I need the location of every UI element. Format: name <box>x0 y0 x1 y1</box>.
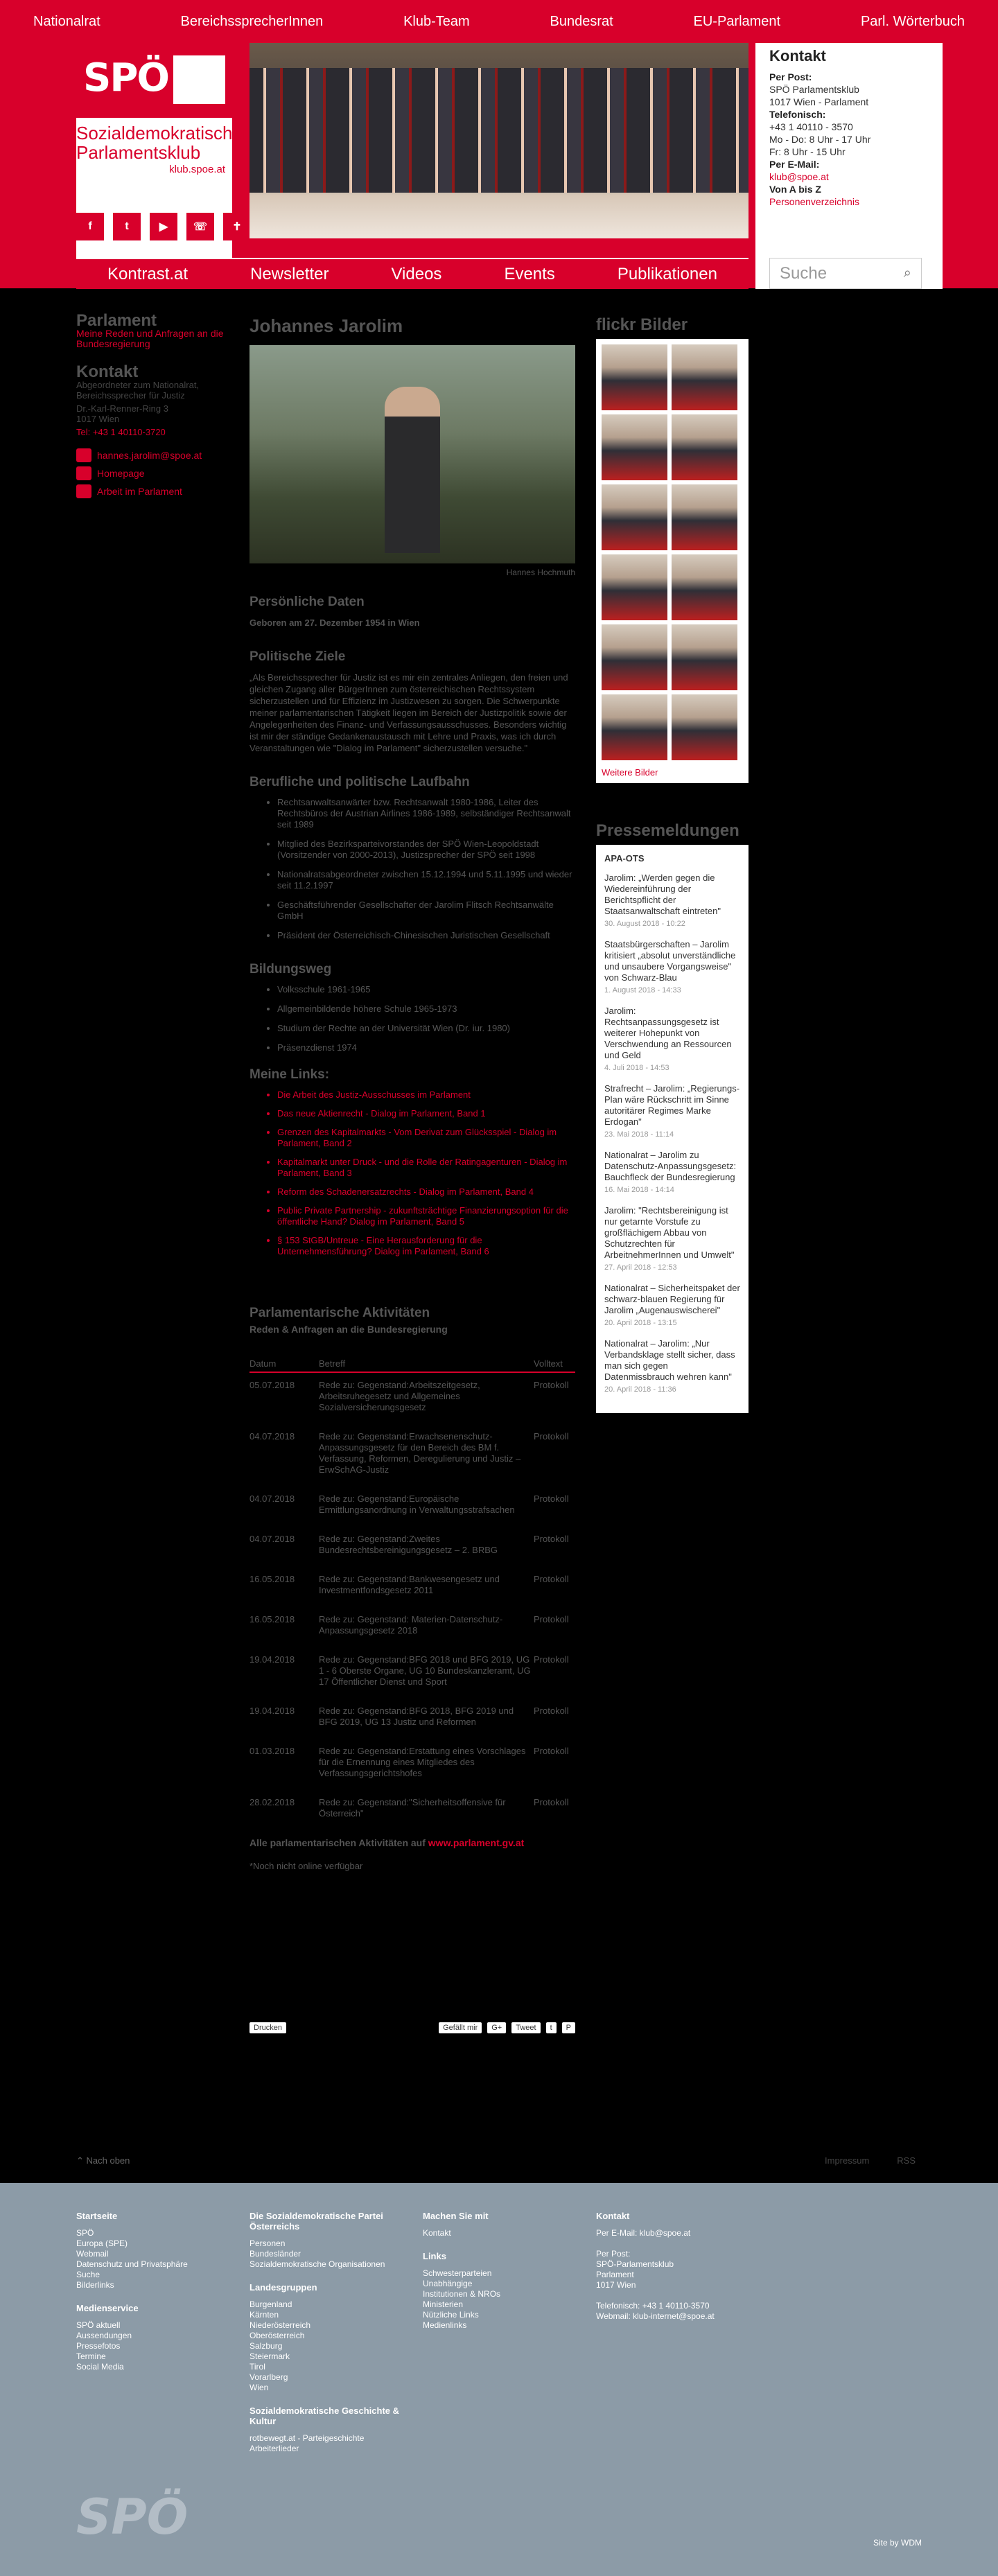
mail-icon <box>76 448 91 462</box>
parlament-link[interactable] <box>76 484 229 498</box>
footer-link[interactable]: SPÖ <box>76 2228 94 2238</box>
my-link[interactable]: • Kapitalmarkt unter Druck - und die Rolle der Ratingagenturen - Dialog im Parlament, Band 3 <box>277 1157 575 1179</box>
table-row <box>250 1647 575 1699</box>
footer-link[interactable]: Termine <box>76 2351 106 2361</box>
hero-image <box>250 43 748 238</box>
protokoll-link[interactable]: Protokoll <box>534 1706 569 1716</box>
back-to-top-text: Nach oben <box>86 2155 130 2166</box>
press-headline: Jarolim: Rechtsanpassungsgesetz ist weiterer Hohepunkt von Verschwendung an Ressourcen und Geld <box>604 1006 732 1060</box>
arrow-up-icon: ⌃ <box>76 2155 87 2166</box>
table-cell: 05.07.2018 <box>250 1380 295 1390</box>
table-cell: 04.07.2018 <box>250 1534 295 1544</box>
globe-icon <box>76 466 91 480</box>
pz-text: „Als Bereichssprecher für Justiz ist es mir ein zentrales Anliegen, den freien und gleichen Zugang aller BürgerInnen zum österreichischen Rechtssystem sicherzustellen und für Effizienz im Justizwesen zu sorgen. Die Schwerpunkte meiner parlamentarischen Tätigkeit liegen im Bereich der Justizpolitik sowie der Angelegenheiten des Finanz- und Verfassungsausschusses. Besonders wichtig ist mir der ständige Gedankenaustausch mit Lehre und Praxis, was ich durch Veranstaltungen wie "Dialog im Parlament" sicherzustellen versuche." <box>250 672 568 753</box>
press-item[interactable] <box>604 1283 740 1329</box>
search-icon[interactable]: ⌕ <box>903 265 911 281</box>
topnav-klub-team[interactable]: Klub-Team <box>403 13 470 29</box>
parliament-icon <box>173 55 225 104</box>
press-item[interactable] <box>604 1006 740 1074</box>
logo-url: klub.spoe.at <box>169 164 225 175</box>
topnav-bundesrat[interactable]: Bundesrat <box>550 13 613 29</box>
flickr-thumb[interactable] <box>602 344 667 410</box>
press-item[interactable] <box>604 1083 740 1140</box>
flickr-grid <box>596 339 748 783</box>
social-links <box>76 213 251 240</box>
table-row <box>250 1790 575 1830</box>
footer-heading[interactable]: Die Sozialdemokratische Partei Österreichs <box>250 2211 383 2232</box>
footer-link[interactable]: Aussendungen <box>76 2331 132 2340</box>
post-label: Per Post: <box>769 71 812 82</box>
press-date: 20. April 2018 - 13:15 <box>604 1319 677 1327</box>
birth: Geboren am 27. Dezember 1954 in Wien <box>250 617 420 628</box>
whatsapp-icon[interactable]: ☏ <box>186 213 214 240</box>
flickr-thumb[interactable] <box>672 554 737 620</box>
activities-table <box>250 1356 575 1830</box>
list-item: • Präsenzdienst 1974 <box>277 1042 575 1053</box>
contact-box <box>755 43 943 289</box>
table-cell: Rede zu: Gegenstand:Zweites Bundesrechtsbereinigungsgesetz – 2. BRBG <box>319 1534 498 1555</box>
footer-link[interactable]: Webmail: klub-internet@spoe.at <box>596 2311 715 2321</box>
main-menu <box>76 258 748 289</box>
table-cell: Rede zu: Gegenstand:Erwachsenenschutz-Anpassungsgesetz für den Bereich des BM f. Verfassung, Reformen, Deregulierung und Justiz – ErwSchAG-Justiz <box>319 1431 521 1475</box>
protokoll-link[interactable]: Protokoll <box>534 1431 569 1442</box>
top-navigation <box>0 0 998 43</box>
table-row <box>250 1699 575 1739</box>
tel-label: Telefonisch: <box>769 109 826 120</box>
flickr-thumb[interactable] <box>672 694 737 760</box>
my-link[interactable]: • § 153 StGB/Untreue - Eine Herausforderung für die Unternehmensführung? Dialog im Parlament, Band 6 <box>277 1235 575 1257</box>
press-date: 20. April 2018 - 11:36 <box>604 1385 676 1394</box>
group-photo <box>250 68 748 193</box>
site-credit[interactable]: Site by WDM <box>873 2538 922 2548</box>
table-cell: 04.07.2018 <box>250 1431 295 1442</box>
footer-link[interactable]: Niederösterreich <box>250 2320 311 2330</box>
table-cell: 16.05.2018 <box>250 1574 295 1584</box>
flickr-thumb[interactable] <box>672 624 737 690</box>
protokoll-link[interactable]: Protokoll <box>534 1654 569 1665</box>
parliament-small-icon <box>76 484 91 498</box>
youtube-icon[interactable]: ▶ <box>150 213 177 240</box>
menu-newsletter[interactable]: Newsletter <box>250 264 329 283</box>
table-cell: 19.04.2018 <box>250 1654 295 1665</box>
logo-banner <box>76 43 232 118</box>
press-date: 23. Mai 2018 - 11:14 <box>604 1130 674 1139</box>
gplus-button[interactable]: G+ <box>487 2022 506 2033</box>
footer-link[interactable]: Burgenland <box>250 2299 292 2309</box>
footer-col-4 <box>596 2211 715 2322</box>
footer-link[interactable]: Kärnten <box>250 2310 279 2320</box>
my-link[interactable]: • Reform des Schadenersatzrechts - Dialog im Parlament, Band 4 <box>277 1186 575 1198</box>
flickr-thumb[interactable] <box>602 484 667 550</box>
table-cell: Rede zu: Gegenstand:Europäische Ermittlungsanordnung in Verwaltungsstrafsachen <box>319 1493 515 1515</box>
logo-spo: SPÖ <box>83 55 168 100</box>
left-sidebar <box>76 311 229 498</box>
akt-title: Parlamentarische Aktivitäten <box>250 1306 430 1320</box>
note: *Noch nicht online verfügbar <box>250 1861 363 1871</box>
back-to-top[interactable] <box>76 2155 130 2166</box>
role: Abgeordneter zum Nationalrat, Bereichssprecher für Justiz <box>76 380 200 401</box>
menu-publikationen[interactable]: Publikationen <box>617 264 717 283</box>
flickr-thumb[interactable] <box>672 484 737 550</box>
flickr-section <box>596 315 748 783</box>
table-cell: Rede zu: Gegenstand:"Sicherheitsoffensive für Österreich" <box>319 1797 506 1819</box>
table-row <box>250 1607 575 1647</box>
footer-link[interactable]: Nützliche Links <box>423 2310 479 2320</box>
footer-link[interactable]: Per Post: <box>596 2249 631 2259</box>
press-headline: Nationalrat – Jarolim zu Datenschutz-Anpassungsgesetz: Bauchfleck der Bundesregierung <box>604 1150 737 1182</box>
press-headline: Jarolim: "Rechtsbereinigung ist nur getarnte Vorstufe zu großflächigem Abbau von Schutzrechten für ArbeitnehmerInnen und Umwelt" <box>604 1205 735 1260</box>
list-item: • Geschäftsführender Gesellschafter der Jarolim Flitsch Rechtsanwälte GmbH <box>277 900 575 922</box>
flickr-title: flickr Bilder <box>596 315 688 334</box>
menu-kontrast[interactable]: Kontrast.at <box>107 264 189 283</box>
topnav-bereichssprecher[interactable]: BereichssprecherInnen <box>180 13 324 29</box>
email-text: hannes.jarolim@spoe.at <box>97 449 202 461</box>
footer-link[interactable]: SPÖ-Parlamentsklub <box>596 2259 674 2269</box>
legal-links <box>825 2155 916 2166</box>
footer-col-3 <box>423 2211 500 2331</box>
post-line1: SPÖ Parlamentsklub <box>769 84 859 95</box>
footer-link[interactable]: 1017 Wien <box>596 2280 636 2290</box>
footer-heading[interactable]: Medienservice <box>76 2303 139 2313</box>
bw-title: Bildungsweg <box>250 962 332 976</box>
bl-title: Berufliche und politische Laufbahn <box>250 775 470 789</box>
press-list <box>596 845 748 1413</box>
footer-link[interactable]: Unabhängige <box>423 2279 473 2288</box>
flickr-thumb[interactable] <box>602 414 667 480</box>
table-cell: Rede zu: Gegenstand:Erstattung eines Vorschlages für die Ernennung eines Mitgliedes des Verfassungsgerichtshofes <box>319 1746 526 1778</box>
press-date: 4. Juli 2018 - 14:53 <box>604 1064 669 1072</box>
pd-title: Persönliche Daten <box>250 595 365 609</box>
hours-line2: Fr: 8 Uhr - 15 Uhr <box>769 146 846 157</box>
topnav-woerterbuch[interactable]: Parl. Wörterbuch <box>860 13 965 29</box>
protokoll-link[interactable]: Protokoll <box>534 1797 569 1807</box>
footer-heading[interactable]: Links <box>423 2251 446 2261</box>
col-datum: Datum <box>250 1356 319 1372</box>
mail-label: Per E-Mail: <box>769 159 820 170</box>
list-item: • Volksschule 1961-1965 <box>277 984 575 995</box>
footer-link[interactable]: Suche <box>76 2270 100 2279</box>
homepage-link[interactable] <box>76 466 229 480</box>
protokoll-link[interactable]: Protokoll <box>534 1574 569 1584</box>
footer-link[interactable] <box>596 2238 715 2249</box>
table-row <box>250 1567 575 1607</box>
press-title: Pressemeldungen <box>596 821 739 840</box>
footer-link[interactable]: Kontakt <box>423 2228 451 2238</box>
footer-link[interactable]: Steiermark <box>250 2351 290 2361</box>
topnav-eu-parlament[interactable]: EU-Parlament <box>693 13 781 29</box>
footer-link[interactable]: Parlament <box>596 2270 634 2279</box>
footer-link[interactable]: Bundesländer <box>250 2249 301 2259</box>
flickr-thumb[interactable] <box>602 694 667 760</box>
list-item: • Präsident der Österreichisch-Chinesischen Juristischen Gesellschaft <box>277 930 575 941</box>
press-headline: Jarolim: „Werden gegen die Wiedereinführung der Berichtspflicht der Staatsanwaltschaft eintreten" <box>604 873 721 916</box>
footer-link[interactable]: Tirol <box>250 2362 265 2372</box>
flickr-thumb[interactable] <box>602 554 667 620</box>
table-row <box>250 1527 575 1567</box>
list-item: • Studium der Rechte an der Universität Wien (Dr. iur. 1980) <box>277 1023 575 1034</box>
parlament-gv-link[interactable]: www.parlament.gv.at <box>428 1837 525 1848</box>
footer-heading[interactable]: Startseite <box>76 2211 118 2221</box>
press-date: 30. August 2018 - 10:22 <box>604 920 685 928</box>
ml-title: Meine Links: <box>250 1067 330 1082</box>
list-item: • Allgemeinbildende höhere Schule 1965-1973 <box>277 1004 575 1015</box>
footer-link[interactable]: Schwesterparteien <box>423 2268 492 2278</box>
tweet-button[interactable]: Tweet <box>511 2022 540 2033</box>
table-cell: 04.07.2018 <box>250 1493 295 1504</box>
press-item[interactable] <box>604 1338 740 1395</box>
my-links-list <box>250 1089 575 1257</box>
footer-link[interactable]: Social Media <box>76 2362 124 2372</box>
press-item[interactable] <box>604 873 740 929</box>
flickr-thumb[interactable] <box>672 344 737 410</box>
list-item: • Nationalratsabgeordneter zwischen 15.12.1994 und 5.11.1995 und wieder seit 11.2.1997 <box>277 869 575 891</box>
footer <box>0 2183 998 2576</box>
footer-col-2 <box>250 2211 409 2454</box>
table-cell: Rede zu: Gegenstand:BFG 2018 und BFG 2019, UG 1 - 6 Oberste Organe, UG 10 Bundeskanzleramt, UG 17 Öffentlicher Dienst und Sport <box>319 1654 531 1687</box>
pinterest-button[interactable]: P <box>562 2022 575 2033</box>
col-betreff: Betreff <box>319 1356 534 1372</box>
footer-link[interactable]: Bilderlinks <box>76 2280 114 2290</box>
email-link[interactable] <box>76 448 229 462</box>
akt-subtitle: Reden & Anfragen an die Bundesregierung <box>250 1324 448 1335</box>
contact-title: Kontakt <box>769 47 826 64</box>
person-name: Johannes Jarolim <box>250 315 403 336</box>
logo-text <box>76 118 249 163</box>
menu-videos[interactable]: Videos <box>391 264 442 283</box>
logo[interactable] <box>76 43 249 289</box>
tel-link[interactable]: Tel: +43 1 40110-3720 <box>76 427 166 437</box>
table-row <box>250 1487 575 1527</box>
career-list <box>250 797 575 941</box>
parlament-title: Parlament <box>76 311 157 330</box>
my-link[interactable]: • Die Arbeit des Justiz-Ausschusses im Parlament <box>277 1089 575 1101</box>
search-input[interactable] <box>769 258 922 289</box>
parlament-text: Arbeit im Parlament <box>97 485 182 497</box>
footer-col-1 <box>76 2211 188 2372</box>
press-headline: Staatsbürgerschaften – Jarolim kritisiert „absolut unverständliche und unsaubere Vorgangsweise" von Schwarz-Blau <box>604 939 736 983</box>
topnav-nationalrat[interactable]: Nationalrat <box>33 13 100 29</box>
table-cell: Rede zu: Gegenstand:Arbeitszeitgesetz, Arbeitsruhegesetz und Allgemeines Sozialversicherungsgesetz <box>319 1380 480 1412</box>
press-headline: Nationalrat – Jarolim: „Nur Verbandsklage stellt sicher, dass man sich gegen Datenmissbrauch wehren kann" <box>604 1338 735 1382</box>
footer-link[interactable]: Per E-Mail: klub@spoe.at <box>596 2228 691 2238</box>
table-cell: 28.02.2018 <box>250 1797 295 1807</box>
footer-link[interactable]: Arbeiterlieder <box>250 2444 299 2453</box>
main-content <box>250 315 575 1871</box>
education-list <box>250 984 575 1053</box>
press-date: 27. April 2018 - 12:53 <box>604 1263 677 1272</box>
search-placeholder: Suche <box>780 263 828 283</box>
footer-heading[interactable]: Machen Sie mit <box>423 2211 489 2221</box>
footer-heading[interactable]: Landesgruppen <box>250 2282 317 2293</box>
homepage-text: Homepage <box>97 467 145 479</box>
press-headline: Nationalrat – Sicherheitspaket der schwarz-blauen Regierung für Jarolim „Augenauswischerei" <box>604 1283 740 1315</box>
footer-link[interactable]: Medienlinks <box>423 2320 467 2330</box>
press-date: 1. August 2018 - 14:33 <box>604 986 681 995</box>
mail-link[interactable]: klub@spoe.at <box>769 171 829 182</box>
footer-link[interactable]: Wien <box>250 2383 269 2392</box>
footer-link[interactable]: Webmail <box>76 2249 109 2259</box>
table-cell: 19.04.2018 <box>250 1706 295 1716</box>
menu-events[interactable]: Events <box>504 264 555 283</box>
footer-link[interactable]: Salzburg <box>250 2341 283 2351</box>
facebook-icon[interactable]: f <box>76 213 104 240</box>
list-item: • Mitglied des Bezirksparteivorstandes der SPÖ Wien-Leopoldstadt (Vorsitzender von 2000-2013), Justizsprecher der SPÖ seit 1998 <box>277 839 575 861</box>
press-section <box>596 821 748 1413</box>
footer-link[interactable]: Vorarlberg <box>250 2372 288 2382</box>
az-label: Von A bis Z <box>769 184 821 195</box>
my-link[interactable]: • Grenzen des Kapitalmarkts - Vom Derivat zum Glücksspiel - Dialog im Parlament, Band 2 <box>277 1127 575 1149</box>
my-link[interactable]: • Public Private Partnership - zukunftsträchtige Finanzierungsoption für die öffentliche Hand? Dialog im Parlament, Band 5 <box>277 1205 575 1227</box>
press-item[interactable] <box>604 1150 740 1195</box>
logo-line2: Parlamentsklub <box>76 142 201 163</box>
footer-link[interactable] <box>596 2290 715 2301</box>
table-row <box>250 1739 575 1790</box>
footer-link[interactable]: Oberösterreich <box>250 2331 305 2340</box>
header <box>0 43 998 288</box>
all-pre: Alle parlamentarischen Aktivitäten auf <box>250 1837 428 1848</box>
flickr-thumb[interactable] <box>602 624 667 690</box>
footer-heading[interactable]: Sozialdemokratische Geschichte & Kultur <box>250 2406 400 2426</box>
press-source: APA-OTS <box>604 853 645 864</box>
address2: 1017 Wien <box>76 414 120 424</box>
table-cell: Rede zu: Gegenstand:Bankwesengesetz und Investmentfondsgesetz 2011 <box>319 1574 500 1595</box>
table-cell: 16.05.2018 <box>250 1614 295 1624</box>
share-bar <box>250 2020 575 2035</box>
table-row <box>250 1424 575 1487</box>
footer-link[interactable]: Telefonisch: +43 1 40110-3570 <box>596 2301 710 2311</box>
twitter-icon[interactable]: t <box>113 213 141 240</box>
footer-link[interactable]: Ministerien <box>423 2299 464 2309</box>
hours-line1: Mo - Do: 8 Uhr - 17 Uhr <box>769 134 871 145</box>
logo-line1: Sozialdemokratischer <box>76 123 249 143</box>
footer-link[interactable]: Institutionen & NROs <box>423 2289 501 2299</box>
table-cell: Rede zu: Gegenstand: Materien-Datenschutz-Anpassungsgesetz 2018 <box>319 1614 503 1636</box>
personenverzeichnis-link[interactable]: Personenverzeichnis <box>769 196 859 207</box>
all-activities <box>250 1837 575 1848</box>
portrait-photo <box>250 345 575 563</box>
address1: Dr.-Karl-Renner-Ring 3 <box>76 403 168 414</box>
press-item[interactable] <box>604 1205 740 1273</box>
photo-credit: Hannes Hochmuth <box>506 568 575 577</box>
footer-link[interactable]: Pressefotos <box>76 2341 121 2351</box>
table-cell: Rede zu: Gegenstand:BFG 2018, BFG 2019 und BFG 2019, UG 13 Justiz und Reformen <box>319 1706 514 1727</box>
tel-value: +43 1 40110 - 3570 <box>769 121 853 132</box>
footer-link[interactable]: rotbewegt.at - Parteigeschichte <box>250 2433 365 2443</box>
protokoll-link[interactable]: Protokoll <box>534 1380 569 1390</box>
my-link[interactable]: • Das neue Aktienrecht - Dialog im Parlament, Band 1 <box>277 1108 575 1119</box>
footer-heading[interactable]: Kontakt <box>596 2211 630 2221</box>
pz-title: Politische Ziele <box>250 649 346 664</box>
footer-logo[interactable]: SPÖ <box>76 2489 189 2546</box>
facebook-like-button[interactable]: Gefällt mir <box>439 2022 482 2033</box>
protokoll-link[interactable]: Protokoll <box>534 1746 569 1756</box>
impressum-link[interactable]: Impressum <box>825 2155 870 2166</box>
press-item[interactable] <box>604 939 740 996</box>
footer-link[interactable]: Datenschutz und Privatsphäre <box>76 2259 188 2269</box>
more-photos-link[interactable]: Weitere Bilder <box>602 767 658 778</box>
portrait-figure <box>385 387 440 553</box>
protokoll-link[interactable]: Protokoll <box>534 1614 569 1624</box>
table-cell: 01.03.2018 <box>250 1746 295 1756</box>
footer-link[interactable]: SPÖ aktuell <box>76 2320 121 2330</box>
accessibility-icon[interactable]: ✝ <box>223 213 251 240</box>
kontakt-title: Kontakt <box>76 362 139 381</box>
footer-link[interactable]: Personen <box>250 2238 286 2248</box>
table-row <box>250 1372 575 1424</box>
footer-link[interactable]: Europa (SPE) <box>76 2238 128 2248</box>
protokoll-link[interactable]: Protokoll <box>534 1493 569 1504</box>
rss-link[interactable]: RSS <box>897 2155 916 2166</box>
list-item: • Rechtsanwaltsanwärter bzw. Rechtsanwalt 1980-1986, Leiter des Rechtsbüros der Austrian Airlines 1986-1989, selbständiger Rechtsanwalt seit 1989 <box>277 797 575 830</box>
print-button[interactable]: Drucken <box>250 2022 286 2033</box>
protokoll-link[interactable]: Protokoll <box>534 1534 569 1544</box>
col-volltext: Volltext <box>534 1356 575 1372</box>
post-line2: 1017 Wien - Parlament <box>769 96 869 107</box>
tumblr-button[interactable]: t <box>546 2022 557 2033</box>
press-date: 16. Mai 2018 - 14:14 <box>604 1186 674 1194</box>
flickr-thumb[interactable] <box>672 414 737 480</box>
footer-link[interactable]: Sozialdemokratische Organisationen <box>250 2259 385 2269</box>
reden-link[interactable]: Meine Reden und Anfragen an die Bundesregierung <box>76 328 224 349</box>
press-headline: Strafrecht – Jarolim: „Regierungs-Plan wäre Rückschritt im Sinne autoritärer Regimes Marke Erdogan" <box>604 1083 740 1127</box>
